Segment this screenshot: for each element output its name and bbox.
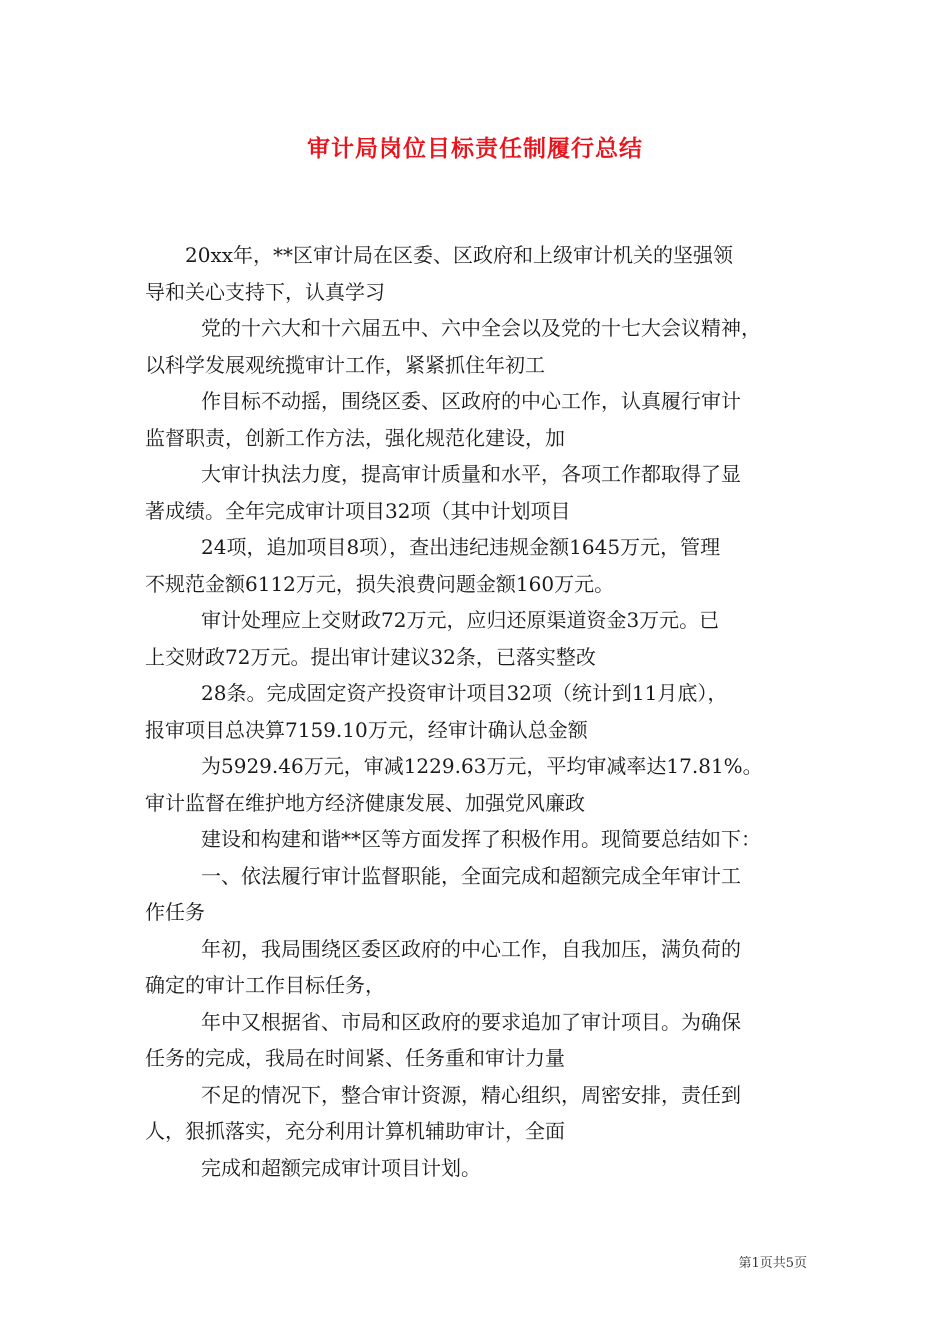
paragraph-line: 审计处理应上交财政72万元，应归还原渠道资金3万元。已 bbox=[201, 608, 720, 632]
paragraph-line: 任务的完成，我局在时间紧、任务重和审计力量 bbox=[145, 1046, 565, 1070]
paragraph-4 bbox=[145, 456, 815, 529]
page-indicator: 第1页共5页 bbox=[738, 1256, 807, 1271]
paragraph-12 bbox=[145, 1004, 815, 1077]
document-title: 审计局岗位目标责任制履行总结 bbox=[307, 136, 643, 162]
paragraph-line: 导和关心支持下，认真学习 bbox=[145, 279, 385, 304]
paragraph-9 bbox=[145, 821, 815, 858]
paragraph-line: 上交财政72万元。提出审计建议32条，已落实整改 bbox=[145, 644, 596, 669]
paragraph-11 bbox=[145, 931, 815, 1004]
paragraph-line: 一、依法履行审计监督职能，全面完成和超额完成全年审计工 bbox=[201, 863, 741, 888]
paragraph-line: 报审项目总决算7159.10万元，经审计确认总金额 bbox=[145, 717, 588, 742]
paragraph-line: 监督职责，创新工作方法，强化规范化建设，加 bbox=[145, 425, 565, 450]
paragraph-line: 人，狠抓落实，充分利用计算机辅助审计，全面 bbox=[145, 1119, 565, 1143]
paragraph-1 bbox=[145, 237, 815, 310]
paragraph-line: 审计监督在维护地方经济健康发展、加强党风廉政 bbox=[145, 790, 585, 815]
paragraph-8 bbox=[145, 748, 815, 821]
paragraph-line: 确定的审计工作目标任务， bbox=[145, 973, 385, 997]
paragraph-line: 年中又根据省、市局和区政府的要求追加了审计项目。为确保 bbox=[201, 1009, 741, 1034]
paragraph-14 bbox=[145, 1150, 815, 1187]
paragraph-line: 党的十六大和十六届五中、六中全会以及党的十七大会议精神， bbox=[201, 316, 761, 340]
paragraph-line: 20xx年，**区审计局在区委、区政府和上级审计机关的坚强领 bbox=[185, 243, 734, 267]
paragraph-line: 大审计执法力度，提高审计质量和水平，各项工作都取得了显 bbox=[201, 462, 741, 486]
paragraph-line: 不规范金额6112万元，损失浪费问题金额160万元。 bbox=[145, 571, 615, 596]
document-body bbox=[145, 237, 815, 1186]
paragraph-13 bbox=[145, 1077, 815, 1150]
paragraph-line: 完成和超额完成审计项目计划。 bbox=[201, 1155, 481, 1180]
paragraph-line: 著成绩。全年完成审计项目32项（其中计划项目 bbox=[145, 498, 571, 523]
paragraph-7 bbox=[145, 675, 815, 748]
paragraph-line: 建设和构建和谐**区等方面发挥了积极作用。现简要总结如下： bbox=[201, 827, 761, 851]
paragraph-line: 为5929.46万元，审减1229.63万元，平均审减率达17.81%。 bbox=[201, 754, 763, 778]
paragraph-line: 以科学发展观统揽审计工作，紧紧抓住年初工 bbox=[145, 352, 545, 377]
paragraph-10 bbox=[145, 858, 815, 931]
paragraph-6 bbox=[145, 602, 815, 675]
paragraph-line: 24项，追加项目8项），查出违纪违规金额1645万元，管理 bbox=[201, 535, 721, 559]
paragraph-line: 28条。完成固定资产投资审计项目32项（统计到11月底）， bbox=[201, 681, 728, 705]
paragraph-line: 作任务 bbox=[145, 900, 205, 924]
paragraph-line: 作目标不动摇，围绕区委、区政府的中心工作，认真履行审计 bbox=[201, 389, 741, 413]
paragraph-2 bbox=[145, 310, 815, 383]
paragraph-3 bbox=[145, 383, 815, 456]
paragraph-line: 不足的情况下，整合审计资源，精心组织，周密安排，责任到 bbox=[201, 1082, 741, 1107]
paragraph-5 bbox=[145, 529, 815, 602]
paragraph-line: 年初，我局围绕区委区政府的中心工作，自我加压，满负荷的 bbox=[201, 936, 741, 961]
